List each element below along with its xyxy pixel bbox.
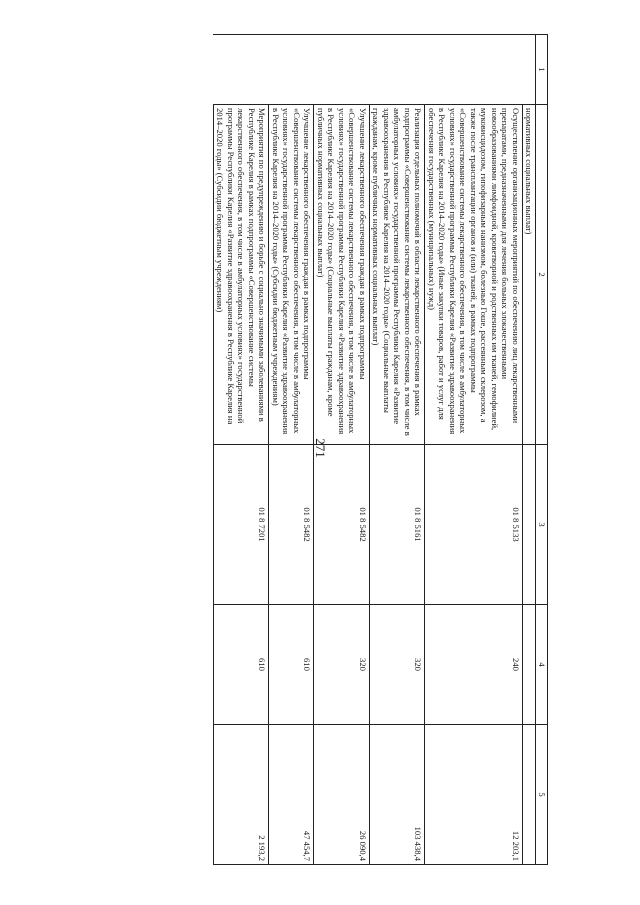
table-header-row	[536, 35, 548, 865]
budget-table	[213, 34, 548, 865]
row-expense-type: 240	[425, 605, 522, 725]
carryover-text: нормативных социальных выплат)	[522, 105, 535, 445]
page-number: 271	[313, 438, 328, 458]
table-row	[269, 35, 314, 865]
row-code: 01 8 5161	[369, 445, 424, 605]
row-code: 01 8 5133	[425, 445, 522, 605]
column-1-blank	[213, 35, 535, 105]
row-amount: 12 203,1	[425, 725, 522, 865]
column-header-5: 5	[536, 725, 548, 865]
carryover-row	[522, 35, 535, 865]
column-header-4: 4	[536, 605, 548, 725]
row-expense-type: 320	[369, 605, 424, 725]
table-row	[425, 35, 522, 865]
row-code: 01 8 7201	[213, 445, 268, 605]
row-amount: 103 438,4	[369, 725, 424, 865]
table-row	[314, 35, 369, 865]
row-expense-type: 320	[314, 605, 369, 725]
row-amount: 2 193,2	[213, 725, 268, 865]
row-amount: 26 090,4	[314, 725, 369, 865]
table-row	[369, 35, 424, 865]
table-row	[213, 35, 268, 865]
row-description: Улучшение лекарственного обеспечения граждан в рамках подпрограммы «Совершенствование системы лекарственного обеспечения, в том числе в амбулаторных условиях» государственной программы Республики Карелия «Развитие здравоохранения в Республике Карелия на 2014–2020 годы» (Субсидии бюджетным учреждениям)	[269, 105, 314, 445]
column-header-3: 3	[536, 445, 548, 605]
column-header-2: 2	[536, 105, 548, 445]
row-description: Осуществление организационных мероприятий по обеспечению лиц лекарственными препаратами, предназначенными для лечения больных злокачественными новообразованиями лимфоидной, кроветворной и родственных им тканей, гемофилией, муковисцидозом, гипофизарным нанизмом, болезнью Гоше, рассеянным склерозом, а также после трансплантации органов и (или) тканей, в рамках подпрограммы «Совершенствование системы лекарственного обеспечения, в том числе в амбулаторных условиях» государственной программы Республики Карелия «Развитие здравоохранения в Республике Карелия на 2014–2020 годы» (Иные закупки товаров, работ и услуг для обеспечения государственных (муниципальных) нужд)	[425, 105, 522, 445]
budget-table-sheet	[88, 34, 548, 864]
row-amount: 47 454,7	[269, 725, 314, 865]
row-description: Улучшение лекарственного обеспечения граждан в рамках подпрограммы «Совершенствование системы лекарственного обеспечения, в том числе в амбулаторных условиях» государственной программы Республики Карелия «Развитие здравоохранения в Республике Карелия на 2014–2020 годы» (Социальные выплаты гражданам, кроме публичных нормативных социальных выплат)	[314, 105, 369, 445]
row-code: 01 8 5482	[314, 445, 369, 605]
row-description: Мероприятия по предупреждению и борьбе с социально значимыми заболеваниями в Республике Карелия в рамках подпрограммы «Совершенствование системы лекарственного обеспечения, в том числе в амбулаторных условиях» государственной программы Республики Карелия «Развитие здравоохранения в Республике Карелия на 2014–2020 годы» (Субсидии бюджетным учреждениям)	[213, 105, 268, 445]
row-code: 01 8 5482	[269, 445, 314, 605]
column-header-1: 1	[536, 35, 548, 105]
row-expense-type: 610	[269, 605, 314, 725]
row-description: Реализация отдельных полномочий в области лекарственного обеспечения в рамках подпрограммы «Совершенствование системы лекарственного обеспечения, в том числе в амбулаторных условиях» государственной программы Республики Карелия «Развитие здравоохранения в Республике Карелия на 2014–2020 годы» (Социальные выплаты гражданам, кроме публичных нормативных социальных выплат)	[369, 105, 424, 445]
row-expense-type: 610	[213, 605, 268, 725]
